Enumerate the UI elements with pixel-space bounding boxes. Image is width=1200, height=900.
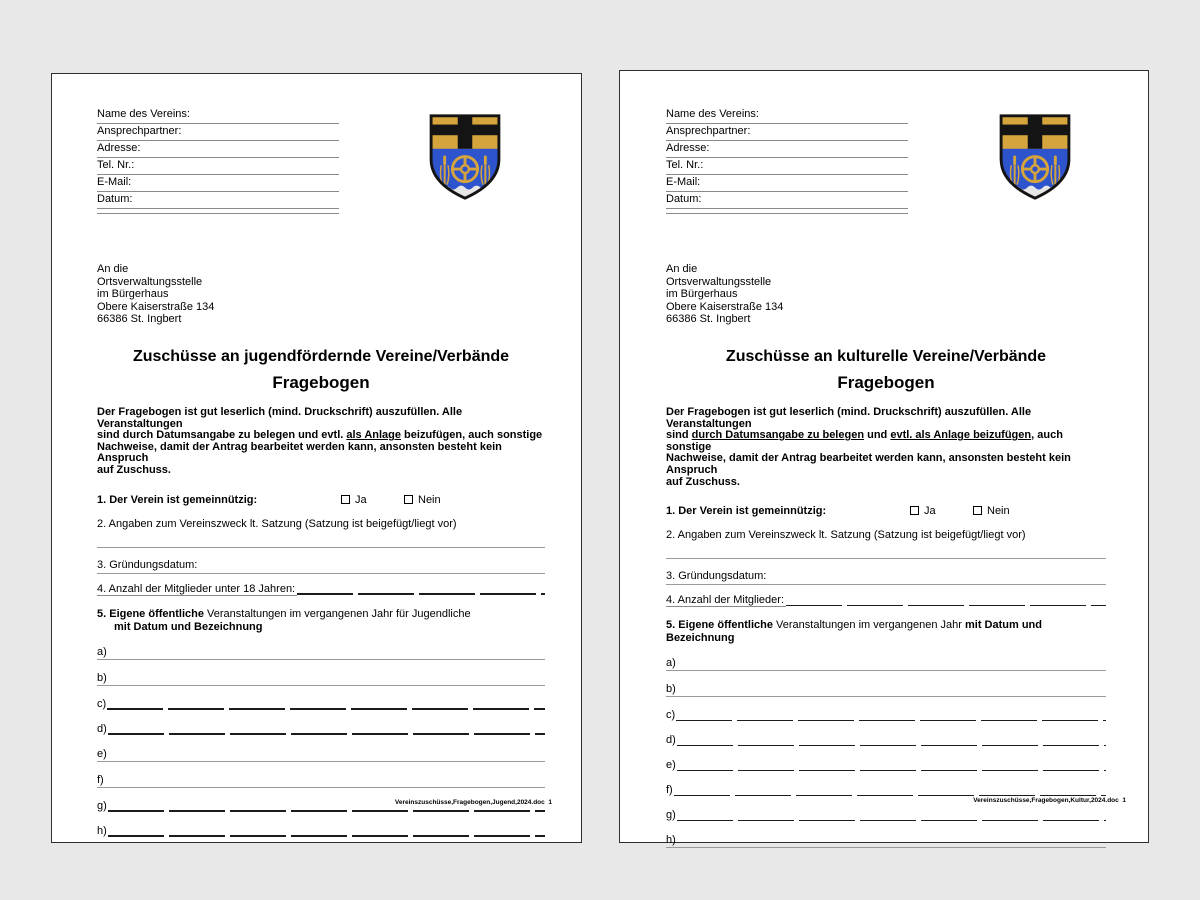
page-footer: Vereinszuschüsse,Fragebogen,Jugend,2024.doc 1 bbox=[394, 799, 552, 806]
question-5: 5. Eigene öffentliche Veranstaltungen im vergangenen Jahr für Jugendliche bbox=[97, 607, 471, 620]
answer-line bbox=[786, 605, 1106, 607]
answer-row-h: h) bbox=[666, 834, 1106, 848]
address-line: Obere Kaiserstraße 134 bbox=[97, 300, 215, 313]
address-line: An die bbox=[97, 263, 129, 275]
field-label: Tel. Nr.: bbox=[97, 159, 135, 171]
question-4: 4. Anzahl der Mitglieder unter 18 Jahren: bbox=[97, 583, 545, 596]
address-line: 66386 St. Ingbert bbox=[97, 313, 182, 326]
question-5: 5. Eigene öffentliche Veranstaltungen im vergangenen Jahr mit Datum und Bezeichnung bbox=[666, 619, 1042, 645]
question-4: 4. Anzahl der Mitglieder: bbox=[666, 594, 1106, 607]
answer-row-h: h) bbox=[97, 825, 545, 838]
answer-row-c: c) bbox=[666, 709, 1106, 722]
field-label: Adresse: bbox=[666, 142, 710, 154]
form-title: Zuschüsse an jugendfördernde Vereine/Verbände bbox=[132, 347, 510, 365]
answer-row-f: f) bbox=[97, 774, 545, 788]
form-page-kultur bbox=[619, 70, 1149, 847]
field-label: Ansprechpartner: bbox=[97, 125, 182, 137]
question-3: 3. Gründungsdatum: bbox=[666, 570, 1106, 585]
field-name-des-vereins bbox=[666, 107, 908, 124]
checkbox-ja-icon bbox=[910, 506, 919, 515]
form-subtitle: Fragebogen bbox=[837, 372, 935, 392]
field-label: Datum: bbox=[666, 193, 702, 205]
double-rule bbox=[97, 209, 339, 214]
answer-row-e: e) bbox=[666, 759, 1106, 772]
option-nein: Nein bbox=[404, 494, 441, 506]
field-label: Datum: bbox=[97, 193, 133, 205]
field-label: Tel. Nr.: bbox=[666, 159, 704, 171]
field-datum bbox=[666, 192, 908, 209]
question-1 bbox=[666, 505, 1106, 518]
answer-row-f: f) bbox=[666, 784, 1106, 797]
field-adresse bbox=[666, 141, 908, 158]
answer-row-b: b) bbox=[97, 672, 545, 686]
recipient-address bbox=[666, 263, 1106, 326]
answer-line bbox=[666, 558, 1106, 559]
form-title: Zuschüsse an kulturelle Vereine/Verbände bbox=[725, 347, 1047, 365]
answer-line bbox=[297, 593, 545, 595]
question-3: 3. Gründungsdatum: bbox=[97, 559, 545, 574]
form-subtitle: Fragebogen bbox=[272, 372, 370, 392]
field-adresse bbox=[97, 141, 339, 158]
answer-row-d: d) bbox=[97, 723, 545, 736]
field-label: E-Mail: bbox=[666, 176, 701, 188]
intro-paragraph: Der Fragebogen ist gut leserlich (mind. Druckschrift) auszufüllen. Alle Veranstaltungen sind durch Datumsangabe zu belegen und evtl. als Anlage beizufügen, auch sonstige Nachweise, damit der Antrag bearbeitet werden kann, ansonsten besteht kein Anspruch auf Zuschuss. bbox=[666, 405, 1071, 488]
field-name-des-vereins bbox=[97, 107, 339, 124]
recipient-address bbox=[97, 263, 545, 326]
field-label: Ansprechpartner: bbox=[666, 125, 751, 137]
answer-row-d: d) bbox=[666, 734, 1106, 747]
field-ansprechpartner bbox=[666, 124, 908, 141]
option-ja: Ja bbox=[910, 505, 936, 517]
field-label: E-Mail: bbox=[97, 176, 132, 188]
option-nein: Nein bbox=[973, 505, 1010, 517]
answer-row-g: g) bbox=[666, 809, 1106, 822]
question-5-line2: mit Datum und Bezeichnung bbox=[114, 620, 263, 633]
address-line: An die bbox=[666, 263, 698, 275]
checkbox-nein-icon bbox=[404, 495, 413, 504]
double-rule bbox=[666, 209, 908, 214]
field-email bbox=[666, 175, 908, 192]
answer-row-e: e) bbox=[97, 748, 545, 762]
field-label: Name des Vereins: bbox=[666, 108, 759, 120]
question-1-label: 1. Der Verein ist gemeinnützig: bbox=[97, 493, 258, 506]
field-datum bbox=[97, 192, 339, 209]
field-label: Adresse: bbox=[97, 142, 141, 154]
page-footer: Vereinszuschüsse,Fragebogen,Kultur,2024.doc 1 bbox=[973, 797, 1126, 804]
field-tel-nr bbox=[97, 158, 339, 175]
field-email bbox=[97, 175, 339, 192]
question-1 bbox=[97, 494, 545, 507]
question-1-label: 1. Der Verein ist gemeinnützig: bbox=[666, 505, 827, 518]
contact-fields bbox=[666, 107, 908, 214]
address-line: Ortsverwaltungsstelle bbox=[97, 275, 203, 288]
answer-line bbox=[97, 547, 545, 548]
field-ansprechpartner bbox=[97, 124, 339, 141]
checkbox-nein-icon bbox=[973, 506, 982, 515]
coat-of-arms-icon bbox=[426, 111, 504, 203]
checkbox-ja-icon bbox=[341, 495, 350, 504]
option-ja: Ja bbox=[341, 494, 367, 506]
answer-row-a: a) bbox=[97, 646, 545, 660]
address-line: im Bürgerhaus bbox=[97, 288, 169, 301]
answer-row-c: c) bbox=[97, 698, 545, 711]
field-label: Name des Vereins: bbox=[97, 108, 190, 120]
answer-row-g: g) bbox=[97, 800, 545, 813]
contact-fields bbox=[97, 107, 339, 214]
answer-row-b: b) bbox=[666, 683, 1106, 697]
address-line: Obere Kaiserstraße 134 bbox=[666, 300, 784, 313]
address-line: Ortsverwaltungsstelle bbox=[666, 275, 772, 288]
address-line: im Bürgerhaus bbox=[666, 288, 738, 301]
question-2: 2. Angaben zum Vereinszweck lt. Satzung (Satzung ist beigefügt/liegt vor) bbox=[97, 517, 457, 530]
field-tel-nr bbox=[666, 158, 908, 175]
intro-paragraph: Der Fragebogen ist gut leserlich (mind. Druckschrift) auszufüllen. Alle Veranstaltungen sind durch Datumsangabe zu belegen und evtl. als Anlage beizufügen, auch sonstige Nachweise, damit der Antrag bearbeitet werden kann, ansonsten besteht kein Anspruch auf Zuschuss. bbox=[97, 405, 543, 476]
address-line: 66386 St. Ingbert bbox=[666, 313, 751, 326]
answer-row-a: a) bbox=[666, 657, 1106, 671]
question-2: 2. Angaben zum Vereinszweck lt. Satzung (Satzung ist beigefügt/liegt vor) bbox=[666, 529, 1026, 542]
form-page-jugend bbox=[51, 73, 582, 843]
coat-of-arms-icon bbox=[996, 111, 1074, 203]
